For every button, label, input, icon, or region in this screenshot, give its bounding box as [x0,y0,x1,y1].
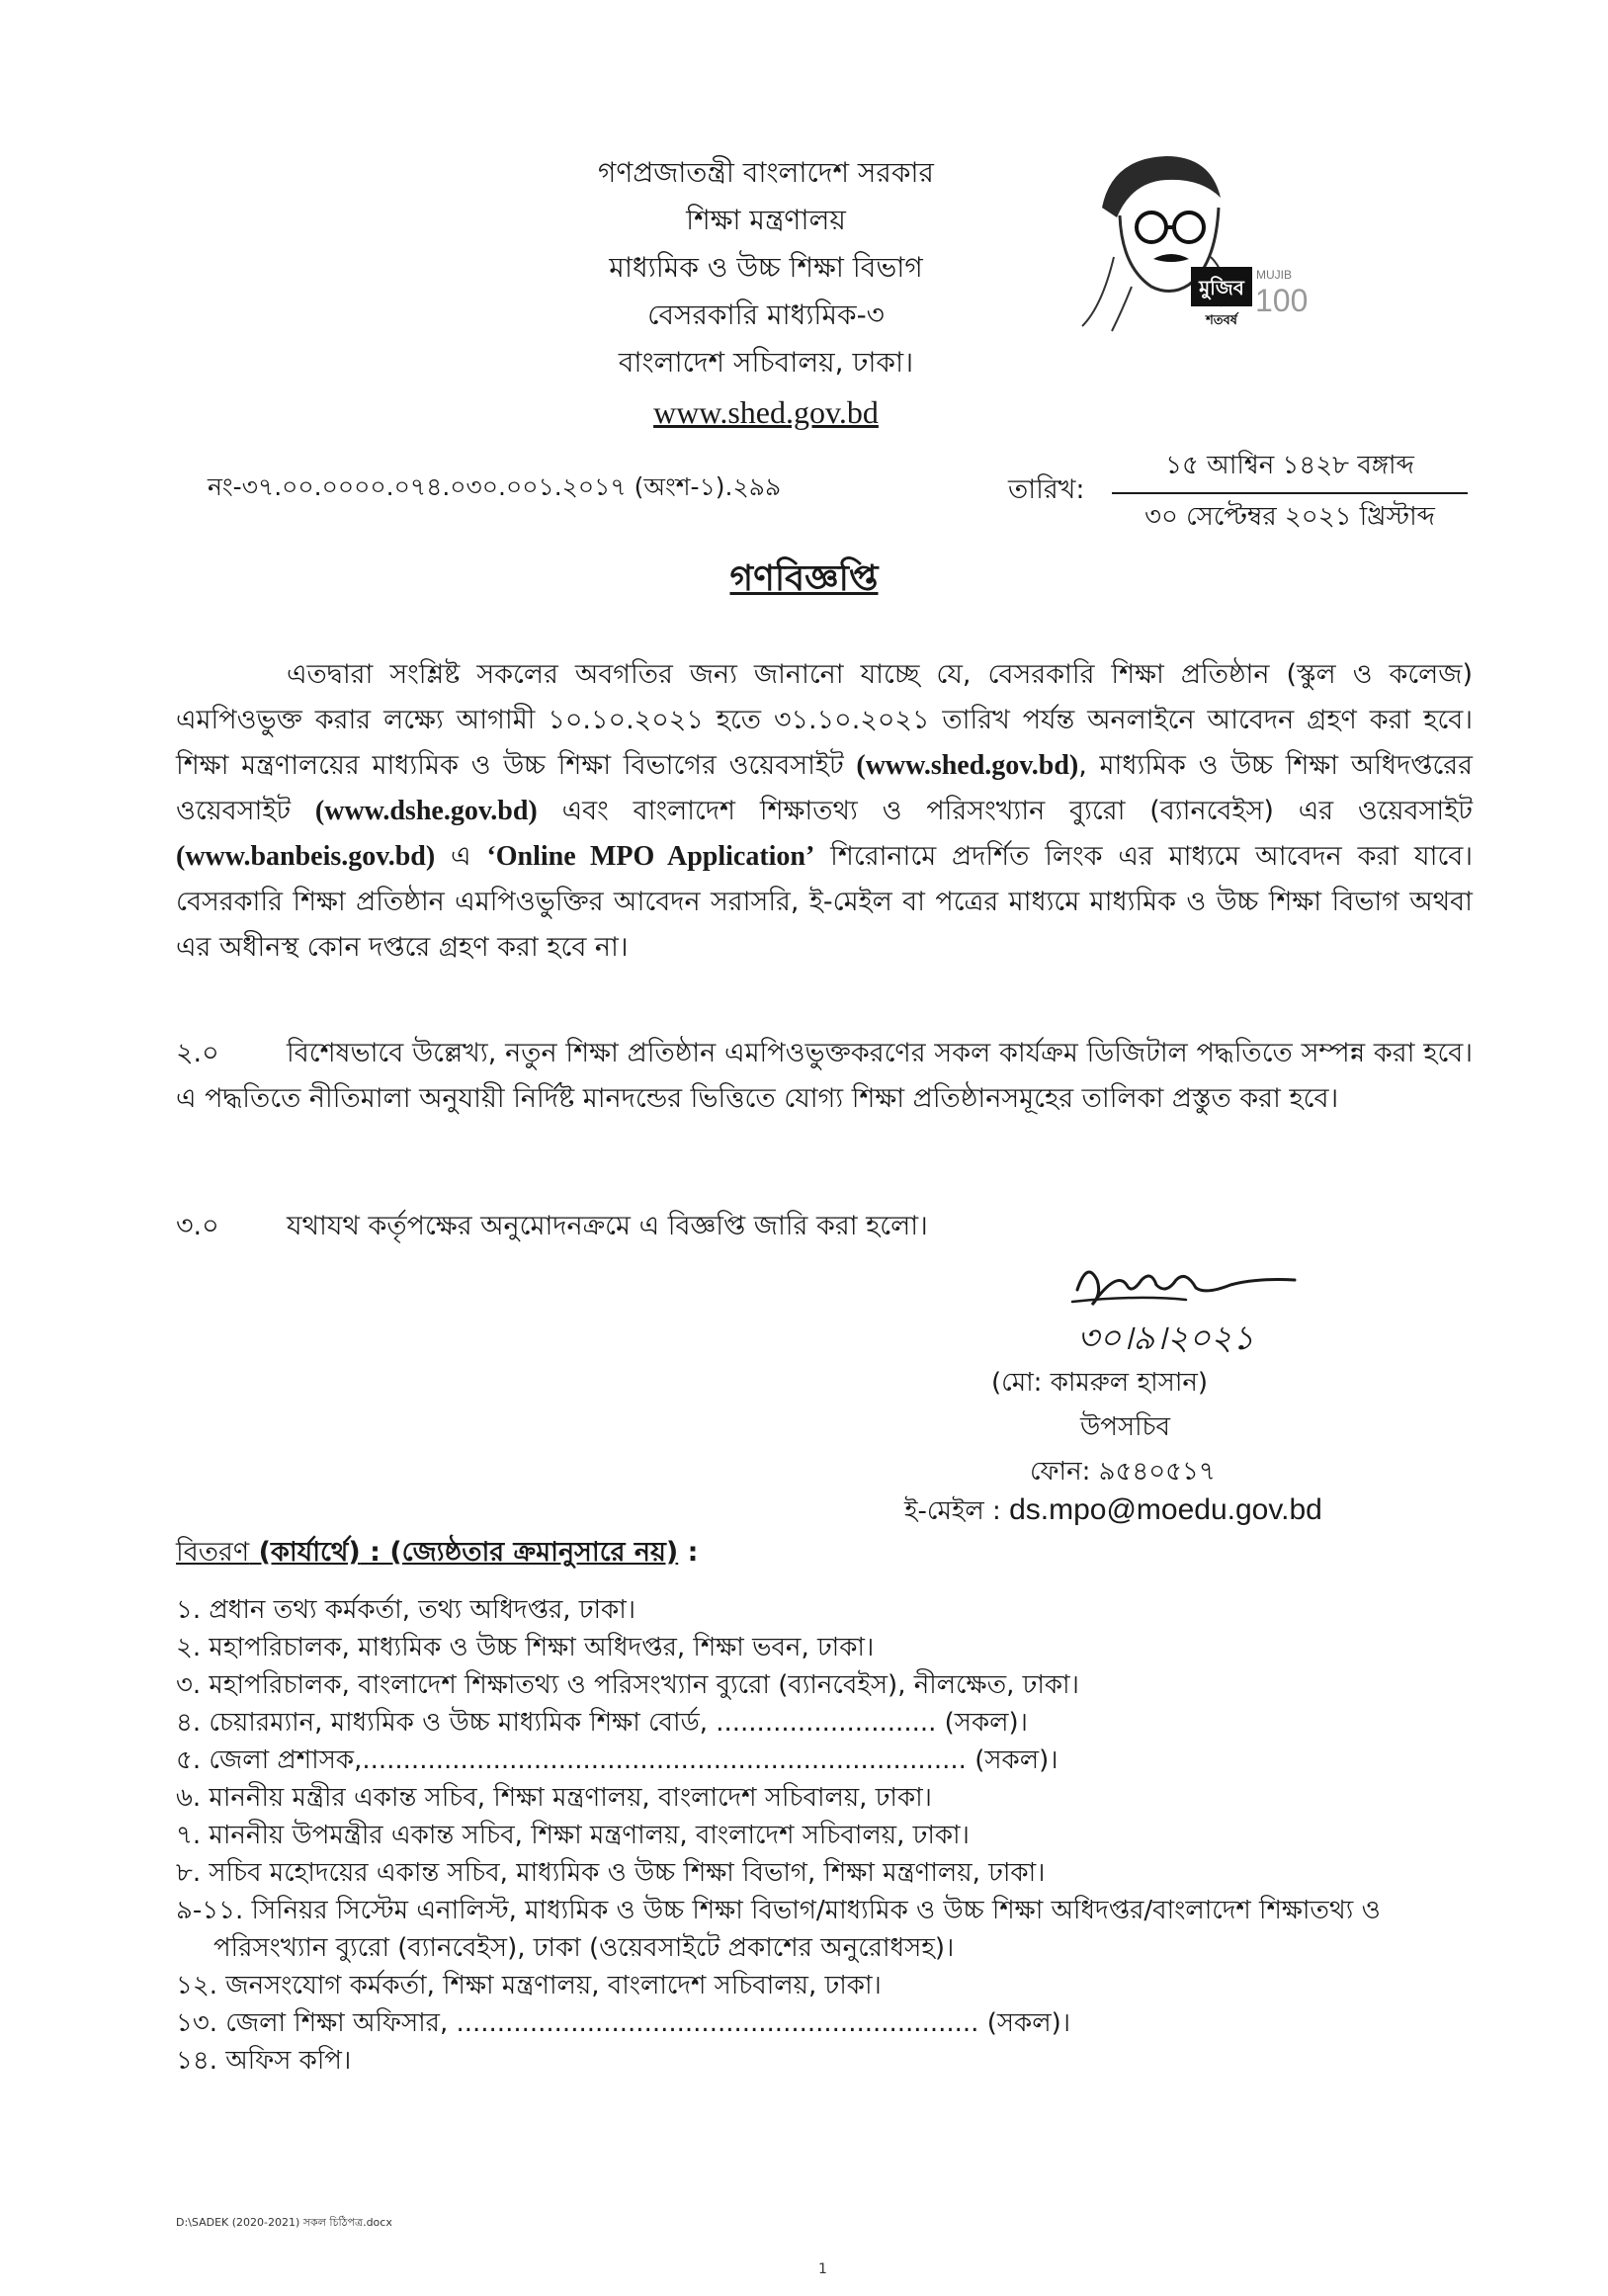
header-website-link[interactable]: www.shed.gov.bd [653,394,879,430]
list-item: ৫. জেলা প্রশাসক,.......................................................................... (সকল)। [176,1745,1058,1775]
division-name: মাধ্যমিক ও উচ্চ শিক্ষা বিভাগ [609,251,923,284]
list-item: ৭. মাননীয় উপমন্ত্রীর একান্ত সচিব, শিক্ষা মন্ত্রণালয়, বাংলাদেশ সচিবালয়, ঢাকা। [176,1821,970,1850]
online-mpo-application-name: ‘Online MPO Application’ [486,841,815,872]
para1-text-e: শিরোনামে প্রদর্শিত লিংক এর মাধ্যমে আবেদন করা যাবে। বেসরকারি শিক্ষা প্রতিষ্ঠান এমপিওভুক্তির আবেদন সরাসরি, ই-মেইল বা পত্রের মাধ্যমে মাধ্যমিক ও উচ্চ শিক্ষা বিভাগ অথবা এর অধীনস্থ কোন দপ্তরে গ্রহণ করা হবে না। [176,841,1473,963]
shed-website-link[interactable]: (www.shed.gov.bd) [856,750,1079,781]
list-item: ১২. জনসংযোগ কর্মকর্তা, শিক্ষা মন্ত্রণালয়, বাংলাদেশ সচিবালয়, ঢাকা। [176,1971,882,2000]
para1-text-c: এবং বাংলাদেশ শিক্ষাতথ্য ও পরিসংখ্যান ব্যুরো (ব্যানবেইস) এর ওয়েবসাইট [537,796,1473,826]
para3-number: ৩.০ [176,1211,219,1241]
emblem-borsho-text: শতবর্ষ [1206,313,1237,328]
para3-text: যথাযথ কর্তৃপক্ষের অনুমোদনক্রমে এ বিজ্ঞপ্তি জারি করা হলো। [287,1211,928,1241]
list-item: ২. মহাপরিচালক, মাধ্যমিক ও উচ্চ শিক্ষা অধিদপ্তর, শিক্ষা ভবন, ঢাকা। [176,1633,875,1662]
banbeis-website-link[interactable]: (www.banbeis.gov.bd) [176,841,436,872]
email-label: ই-মেইল : [904,1496,1010,1526]
list-item: ৮. সচিব মহোদয়ের একান্ত সচিব, মাধ্যমিক ও উচ্চ শিক্ষা বিভাগ, শিক্ষা মন্ত্রণালয়, ঢাকা। [176,1858,1046,1888]
distribution-heading-colon: : [678,1537,699,1568]
mujib-100-logo-icon [1072,138,1329,336]
page-number: 1 [818,2261,827,2277]
signatory-email-line [904,1490,1322,1534]
notice-paragraph-3 [176,1204,1473,1249]
notice-paragraph-1 [176,652,1473,971]
office-address: বাংলাদেশ সচিবালয়, ঢাকা। [618,346,914,379]
emblem-100-text: 100 [1255,283,1309,318]
distribution-heading [176,1532,698,1576]
signature-date: ৩০।৯।২০২১ [1077,1318,1254,1358]
footer-file-path: D:\SADEK (2020-2021) সকল চিঠিপত্র.docx [176,2216,392,2229]
dshe-website-link[interactable]: (www.dshe.gov.bd) [314,796,538,826]
distribution-heading-purpose: (কার্যার্থে) [249,1537,361,1568]
date-label: তারিখ: [1008,474,1085,505]
handwritten-signature [1058,1250,1314,1364]
para1-text-d: এ [435,841,487,872]
ministry-name: শিক্ষা মন্ত্রণালয় [686,204,846,236]
section-name: বেসরকারি মাধ্যমিক-৩ [647,298,885,331]
list-item: ৩. মহাপরিচালক, বাংলাদেশ শিক্ষাতথ্য ও পরিসংখ্যান ব্যুরো (ব্যানবেইস), নীলক্ষেত, ঢাকা। [176,1670,1079,1700]
emblem-en-text: MUJIB [1256,268,1292,282]
distribution-heading-label: বিতরণ [176,1537,250,1568]
notice-title: গণবিজ্ঞপ্তি [729,558,879,599]
para2-text: বিশেষভাবে উল্লেখ্য, নতুন শিক্ষা প্রতিষ্ঠান এমপিওভুক্তকরণের সকল কার্যক্রম ডিজিটাল পদ্ধতিতে সম্পন্ন করা হবে। এ পদ্ধতিতে নীতিমালা অনুযায়ী নির্দিষ্ট মানদন্ডের ভিত্তিতে যোগ্য শিক্ষা প্রতিষ্ঠানসমূহের তালিকা প্রস্তুত করা হবে। [176,1038,1473,1114]
list-item: ১৪. অফিস কপি। [176,2046,352,2076]
distribution-heading-order: : (জ্যেষ্ঠতার ক্রমানুসারে নয়) [360,1537,679,1568]
memo-number: নং-৩৭.০০.০০০০.০৭৪.০৩০.০০১.২০১৭ (অংশ-১).২৯৯ [208,472,782,501]
signatory-email-link[interactable]: ds.mpo@moedu.gov.bd [1009,1493,1322,1526]
list-item: ১৩. জেলা শিক্ষা অফিসার, ................................................................ (সকল)। [176,2008,1071,2038]
list-item: ১. প্রধান তথ্য কর্মকর্তা, তথ্য অধিদপ্তর, ঢাকা। [176,1595,636,1625]
signatory-phone: ফোন: ৯৫৪০৫১৭ [1030,1457,1216,1487]
date-gregorian: ৩০ সেপ্টেম্বর ২০২১ খ্রিস্টাব্দ [1144,502,1435,532]
date-bangla: ১৫ আশ্বিন ১৪২৮ বঙ্গাব্দ [1112,445,1468,494]
list-item: ৬. মাননীয় মন্ত্রীর একান্ত সচিব, শিক্ষা মন্ত্রণালয়, বাংলাদেশ সচিবালয়, ঢাকা। [176,1783,932,1813]
para1-text-b: , মাধ্যমিক ও উচ্চ শিক্ষা অধিদপ্তরের ওয়েবসাইট [176,750,1473,826]
distribution-list [176,1591,1490,2080]
para2-number: ২.০ [176,1038,219,1068]
list-item: ৯-১১. সিনিয়র সিস্টেম এনালিস্ট, মাধ্যমিক ও উচ্চ শিক্ষা বিভাগ/মাধ্যমিক ও উচ্চ শিক্ষা অধিদপ্তর/বাংলাদেশ শিক্ষাতথ্য ও পরিসংখ্যান ব্যুরো (ব্যানবেইস), ঢাকা (ওয়েবসাইটে প্রকাশের অনুরোধসহ)। [176,1896,1381,1963]
signatory-designation: উপসচিব [1080,1412,1171,1442]
emblem-mujib-text: মুজিব [1199,276,1244,299]
list-item: ৪. চেয়ারম্যান, মাধ্যমিক ও উচ্চ মাধ্যমিক শিক্ষা বোর্ড, ........................... (সকল)। [176,1708,1028,1738]
signatory-name: (মো: কামরুল হাসান) [991,1368,1209,1398]
notice-paragraph-2 [176,1031,1473,1122]
government-name: গণপ্রজাতন্ত্রী বাংলাদেশ সরকার [598,156,934,189]
para1-text-a: এতদ্বারা সংশ্লিষ্ট সকলের অবগতির জন্য জানানো যাচ্ছে যে, বেসরকারি শিক্ষা প্রতিষ্ঠান (স্কুল ও কলেজ) এমপিওভুক্ত করার লক্ষ্যে আগামী ১০.১০.২০২১ হতে ৩১.১০.২০২১ তারিখ পর্যন্ত অনলাইনে আবেদন গ্রহণ করা হবে। শিক্ষা মন্ত্রণালয়ের মাধ্যমিক ও উচ্চ শিক্ষা বিভাগের ওয়েবসাইট [176,659,1473,781]
